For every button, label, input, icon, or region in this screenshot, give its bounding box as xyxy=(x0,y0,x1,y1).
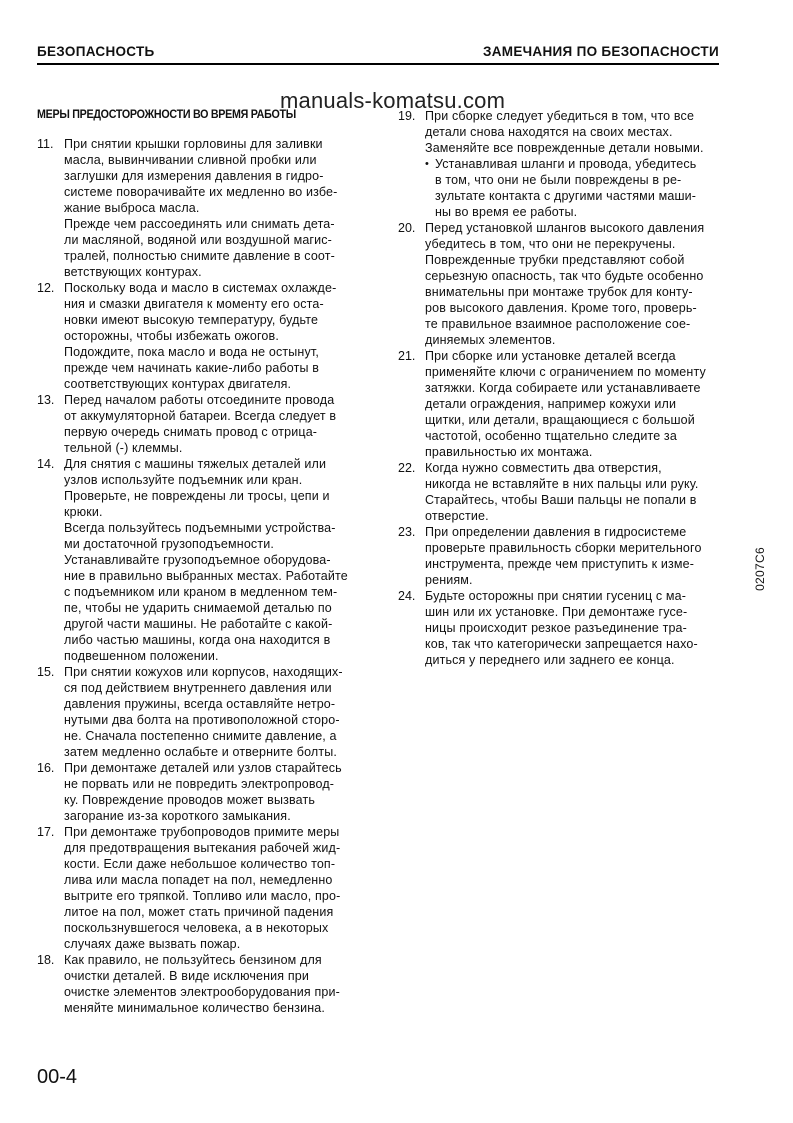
item-number: 19. xyxy=(398,109,416,123)
text-line: либо частью машины, когда она находится в xyxy=(64,633,331,647)
text-line: ми достаточной грузоподъемности. xyxy=(64,537,274,551)
text-line: литое на пол, может стать причиной падения xyxy=(64,905,334,919)
text-line: шин или их установке. При демонтаже гусе- xyxy=(425,605,688,619)
text-line: с подъемником или краном в медленном тем- xyxy=(64,585,338,599)
item-number: 15. xyxy=(37,665,55,679)
text-line: новки имеют высокую температуру, будьте xyxy=(64,313,319,327)
text-line: затяжки. Когда собираете или устанавливаете xyxy=(425,381,701,395)
list-item xyxy=(37,456,387,664)
text-line: осторожны, чтобы избежать ожогов. xyxy=(64,329,279,343)
text-line: заглушки для измерения давления в гидро- xyxy=(64,169,324,183)
text-line: Перед началом работы отсоедините провода xyxy=(64,393,335,407)
list-item xyxy=(37,664,387,760)
text-line: затем медленно ослабьте и отверните болты. xyxy=(64,745,337,759)
item-number: 24. xyxy=(398,589,416,603)
text-line: нутыми два болта на противоположной сторо- xyxy=(64,713,340,727)
text-line: Старайтесь, чтобы Ваши пальцы не попали в xyxy=(425,493,697,507)
text-line: системе поворачивайте их медленно во избе- xyxy=(64,185,338,199)
item-number: 12. xyxy=(37,281,55,295)
document-code: 0207C6 xyxy=(752,547,767,591)
header-right-title: ЗАМЕЧАНИЯ ПО БЕЗОПАСНОСТИ xyxy=(482,44,719,59)
item-number: 14. xyxy=(37,457,55,471)
text-line: ков, так что категорически запрещается нахо- xyxy=(425,637,698,651)
text-line: убедитесь в том, что они не перекручены. xyxy=(425,237,676,251)
text-line: случаях даже вызвать пожар. xyxy=(64,937,241,951)
text-line: никогда не вставляйте в них пальцы или руку. xyxy=(425,477,699,491)
text-line: ся под действием внутреннего давления или xyxy=(64,681,332,695)
list-item xyxy=(37,392,387,456)
text-line: загорание из-за короткого замыкания. xyxy=(64,809,291,823)
item-number: 20. xyxy=(398,221,416,235)
text-line: При сборке или установке деталей всегда xyxy=(425,349,676,363)
text-line: не. Сначала постепенно снимите давление, а xyxy=(64,729,337,743)
text-line: Проверьте, не повреждены ли тросы, цепи и xyxy=(64,489,330,503)
text-line: зультате контакта с другими частями маши- xyxy=(435,189,697,203)
text-line: очистке элементов электрооборудования при- xyxy=(64,985,340,999)
text-line: поскользнувшегося человека, а в некоторых xyxy=(64,921,329,935)
text-line: щитки, или детали, вращающиеся с большой xyxy=(425,413,695,427)
list-item xyxy=(37,136,387,280)
text-line: для предотвращения вытекания рабочей жид- xyxy=(64,841,341,855)
text-line: прежде чем начинать какие-либо работы в xyxy=(64,361,320,375)
item-number: 16. xyxy=(37,761,55,775)
text-line: Устанавливайте грузоподъемное оборудова- xyxy=(64,553,331,567)
item-number: 18. xyxy=(37,953,55,967)
list-item xyxy=(398,220,748,348)
text-line: При демонтаже трубопроводов примите меры xyxy=(64,825,340,839)
header-left-title: БЕЗОПАСНОСТЬ xyxy=(37,44,155,59)
list-item xyxy=(398,460,748,524)
text-line: рениям. xyxy=(425,573,473,587)
section-title: МЕРЫ ПРЕДОСТОРОЖНОСТИ ВО ВРЕМЯ РАБОТЫ xyxy=(37,109,296,121)
text-line: Как правило, не пользуйтесь бензином для xyxy=(64,953,322,967)
right-column xyxy=(398,108,748,668)
text-line: Прежде чем рассоединять или снимать дета- xyxy=(64,217,335,231)
header-rule xyxy=(37,63,719,65)
list-item xyxy=(398,108,748,220)
text-line: При сборке следует убедиться в том, что все xyxy=(425,109,695,123)
text-line: Устанавливая шланги и провода, убедитесь xyxy=(435,157,697,171)
text-line: При снятии кожухов или корпусов, находящих- xyxy=(64,665,343,679)
text-line: масла, вывинчивании сливной пробки или xyxy=(64,153,317,167)
text-line: жание выброса масла. xyxy=(64,201,200,215)
list-item xyxy=(37,760,387,824)
text-line: Поскольку вода и масло в системах охлажде- xyxy=(64,281,337,295)
item-number: 22. xyxy=(398,461,416,475)
text-line: ны во время ее работы. xyxy=(435,205,578,219)
text-line: в том, что они не были повреждены в ре- xyxy=(435,173,682,187)
list-item xyxy=(398,348,748,460)
text-line: давления пружины, всегда оставляйте нетро- xyxy=(64,697,336,711)
text-line: Заменяйте все поврежденные детали новыми. xyxy=(425,141,704,155)
text-line: ку. Повреждение проводов может вызвать xyxy=(64,793,315,807)
text-line: ницы происходит резкое разъединение тра- xyxy=(425,621,687,635)
item-number: 17. xyxy=(37,825,55,839)
watermark: manuals-komatsu.com xyxy=(280,88,506,113)
text-line: подвешенном положении. xyxy=(64,649,219,663)
text-line: серьезную опасность, так что будьте особенно xyxy=(425,269,704,283)
text-line: ние в правильно выбранных местах. Работайте xyxy=(64,569,348,583)
text-line: ров высокого давления. Кроме того, проверь- xyxy=(425,301,697,315)
text-line: Для снятия с машины тяжелых деталей или xyxy=(64,457,327,471)
text-line: соответствующих контурах двигателя. xyxy=(64,377,292,391)
text-line: правильностью их монтажа. xyxy=(425,445,593,459)
text-line: При снятии крышки горловины для заливки xyxy=(64,137,323,151)
text-line: При демонтаже деталей или узлов старайтесь xyxy=(64,761,342,775)
text-line: Перед установкой шлангов высокого давления xyxy=(425,221,705,235)
text-line: кости. Если даже небольшое количество топ- xyxy=(64,857,336,871)
text-line: детали ограждения, например кожухи или xyxy=(425,397,677,411)
text-line: тельной (-) клеммы. xyxy=(64,441,183,455)
text-line: Подождите, пока масло и вода не остынут, xyxy=(64,345,319,359)
text-line: узлов используйте подъемник или кран. xyxy=(64,473,303,487)
list-item xyxy=(37,280,387,392)
page-number: 00-4 xyxy=(37,1066,78,1088)
text-line: При определении давления в гидросистеме xyxy=(425,525,687,539)
text-line: первую очередь снимать провод с отрица- xyxy=(64,425,318,439)
list-item xyxy=(398,588,748,668)
text-line: тралей, полностью снимите давление в соот- xyxy=(64,249,335,263)
text-line: ли масляной, водяной или воздушной магис- xyxy=(64,233,332,247)
text-line: ния и смазки двигателя к моменту его оста- xyxy=(64,297,324,311)
list-item xyxy=(37,952,387,1016)
item-number: 11. xyxy=(37,137,54,151)
text-line: Всегда пользуйтесь подъемными устройства- xyxy=(64,521,336,535)
text-line: детали снова находятся на своих местах. xyxy=(425,125,673,139)
text-line: ветствующих контурах. xyxy=(64,265,202,279)
text-line: те правильное взаимное расположение сое- xyxy=(425,317,691,331)
text-line: вытрите его тряпкой. Топливо или масло, про- xyxy=(64,889,341,903)
item-number: 13. xyxy=(37,393,55,407)
text-line: отверстие. xyxy=(425,509,489,523)
text-line: частотой, особенно тщательно следите за xyxy=(425,429,677,443)
text-line: очистки деталей. В виде исключения при xyxy=(64,969,309,983)
text-line: диняемых элементов. xyxy=(425,333,556,347)
text-line: Будьте осторожны при снятии гусениц с ма- xyxy=(425,589,687,603)
text-line: внимательны при монтаже трубок для конту- xyxy=(425,285,693,299)
text-line: другой части машины. Не работайте с какой- xyxy=(64,617,333,631)
text-line: меняйте минимальное количество бензина. xyxy=(64,1001,325,1015)
list-item xyxy=(398,524,748,588)
text-line: от аккумуляторной батареи. Всегда следует в xyxy=(64,409,337,423)
text-line: лива или масла попадет на пол, немедленно xyxy=(64,873,333,887)
text-line: проверьте правильность сборки мерительного xyxy=(425,541,702,555)
item-number: 21. xyxy=(398,349,416,363)
bullet-icon: • xyxy=(425,158,429,170)
text-line: применяйте ключи с ограничением по моменту xyxy=(425,365,706,379)
list-item xyxy=(37,824,387,952)
text-line: инструмента, прежде чем приступить к изме- xyxy=(425,557,695,571)
text-line: крюки. xyxy=(64,505,103,519)
left-column xyxy=(37,136,387,1016)
text-line: не порвать или не повредить электропровод- xyxy=(64,777,335,791)
bullet-point xyxy=(425,156,748,220)
text-line: пе, чтобы не ударить снимаемой деталью по xyxy=(64,601,332,615)
text-line: диться у переднего или заднего ее конца. xyxy=(425,653,675,667)
text-line: Когда нужно совместить два отверстия, xyxy=(425,461,662,475)
text-line: Поврежденные трубки представляют собой xyxy=(425,253,685,267)
item-number: 23. xyxy=(398,525,416,539)
